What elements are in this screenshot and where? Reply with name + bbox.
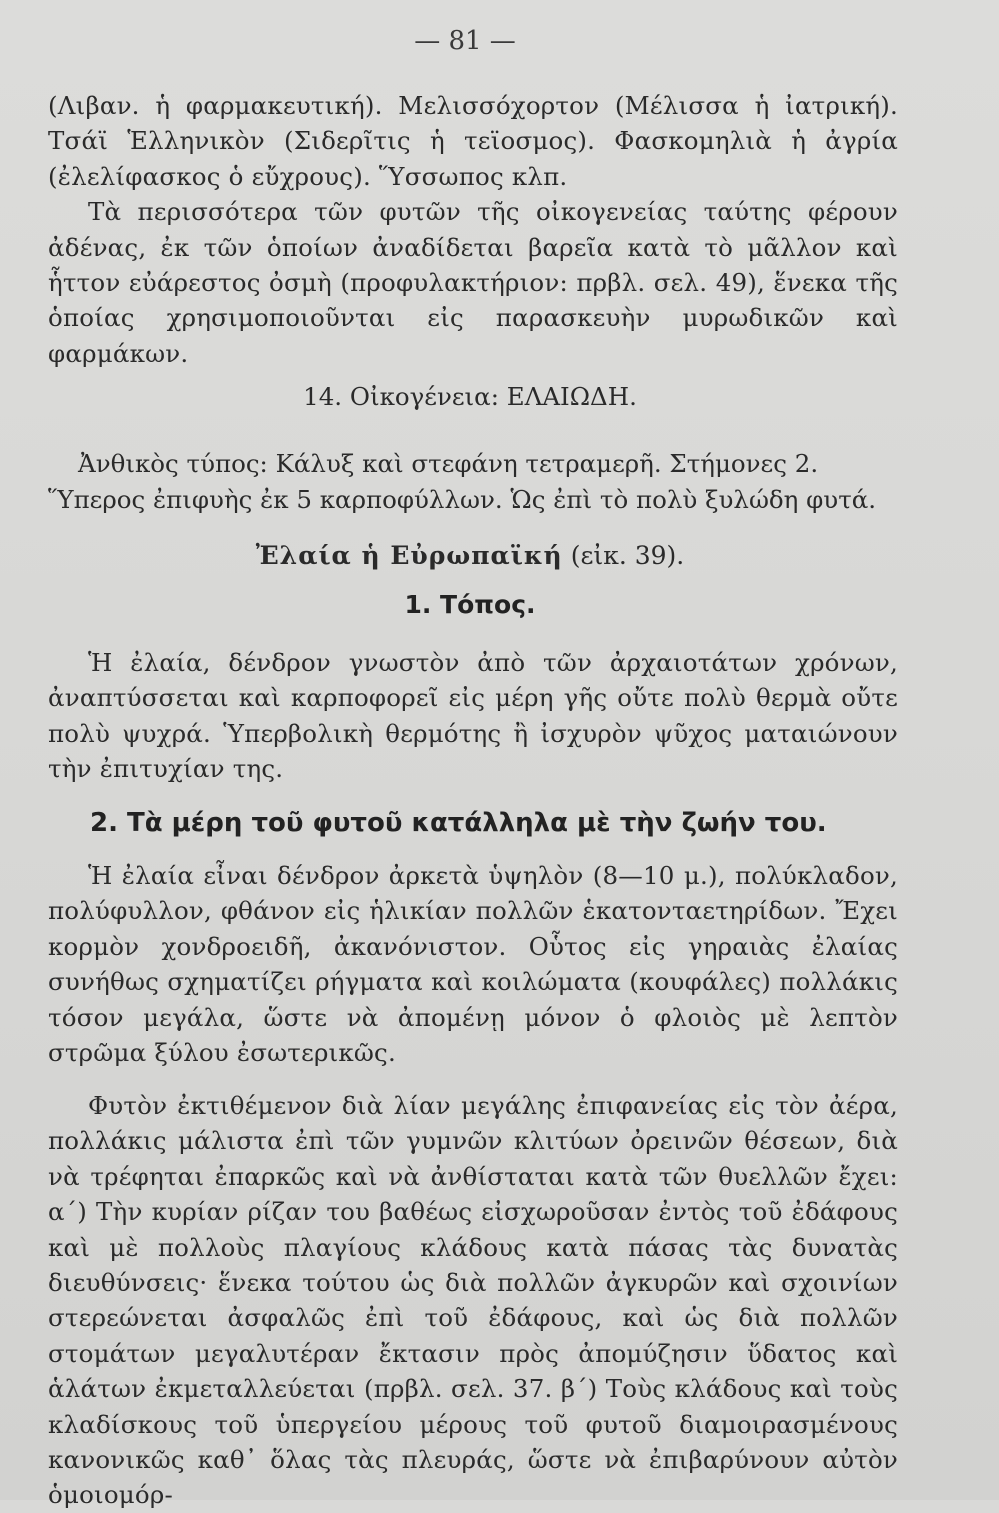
section-2-title: 2. Τὰ μέρη τοῦ φυτοῦ κατάλληλα μὲ τὴν ζωήν του. [90,808,827,838]
family-heading: 14. Οἰκογένεια: ΕΛΑΙΩΔΗ. [303,382,637,411]
flower-features [48,446,898,518]
ovary-line: Ὕπερος ἐπιφυὴς ἐκ 5 καρποφύλλων. Ὡς ἐπὶ τὸ πολὺ ξυλώδη φυτά. [48,485,877,514]
species-name: Ἐλαία ἡ Εὐρωπαϊκή [255,541,563,570]
page-number: — 81 — [414,26,516,56]
intro-text [48,88,898,371]
section-1-title: 1. Τόπος. [404,590,536,619]
intro-paragraph-1: (Λιβαν. ἡ φαρμακευτική). Μελισσόχορτον (Μέλισσα ἡ ἰατρική). Τσάϊ Ἑλληνικὸν (Σιδερῖτις ἡ τεϊοσμος). Φασκομηλιὰ ἡ ἀγρία (ἐλελίφασκος ὁ εὔχρους). Ὕσσωπος κλπ. [48,91,898,191]
figure-reference: (εἰκ. 39). [570,541,685,570]
section-2-paragraph-2: Φυτὸν ἐκτιθέμενον διὰ λίαν μεγάλης ἐπιφανείας εἰς τὸν ἀέρα, πολλάκις μάλιστα ἐπὶ τῶν γυμνῶν κλιτύων ὀρεινῶν θέσεων, διὰ νὰ τρέφηται ἐπαρκῶς καὶ νὰ ἀνθίσταται κατὰ τῶν θυελλῶν ἔχει: α΄) Τὴν κυρίαν ρίζαν του βαθέως εἰσχωροῦσαν ἐντὸς τοῦ ἐδάφους καὶ μὲ πολλοὺς πλαγίους κλάδους κατὰ πάσας τὰς δυνατὰς διευθύνσεις· ἕνεκα τούτου ὡς διὰ πολλῶν ἀγκυρῶν καὶ σχοινίων στερεώνεται ἀσφαλῶς ἐπὶ τοῦ ἐδάφους, καὶ ὡς διὰ πολλῶν στομάτων μεγαλυτέραν ἔκτασιν πρὸς ἀπομύζησιν ὕδατος καὶ ἁλάτων ἐκμεταλλεύεται (πρβλ. σελ. 37. β΄) Τοὺς κλάδους καὶ τοὺς κλαδίσκους τοῦ ὑπεργείου μέρους τοῦ φυτοῦ διαμοιρασμένους κανονικῶς καθ᾽ ὅλας τὰς πλευράς, ὥστε νὰ ἐπιβαρύνουν αὐτὸν ὁμοιομόρ- [48,1091,898,1510]
section-2-paragraph-1: Ἡ ἐλαία εἶναι δένδρον ἀρκετὰ ὑψηλὸν (8—10 μ.), πολύκλαδον, πολύφυλλον, φθάνον εἰς ἡλικίαν πολλῶν ἑκατονταετηρίδων. Ἔχει κορμὸν χονδροειδῆ, ἀκανόνιστον. Οὗτος εἰς γηραιὰς ἐλαίας συνήθως σχηματίζει ρήγματα καὶ κοιλώματα (κουφάλες) πολλάκις τόσον μεγάλα, ὥστε νὰ ἀπομένῃ μόνον ὁ φλοιὸς μὲ λεπτὸν στρῶμα ξύλου ἐσωτερικῶς. [48,861,898,1068]
flower-type-line: Ἀνθικὸς τύπος: Κάλυξ καὶ στεφάνη τετραμερῆ. Στήμονες 2. [78,449,819,478]
section-1-text [48,645,898,787]
species-title [0,541,940,570]
section-2-text-1 [48,858,898,1070]
section-2-text-2 [48,1088,898,1513]
section-1-paragraph: Ἡ ἐλαία, δένδρον γνωστὸν ἀπὸ τῶν ἀρχαιοτάτων χρόνων, ἀναπτύσσεται καὶ καρποφορεῖ εἰς μέρη γῆς οὔτε πολὺ θερμὰ οὔτε πολὺ ψυχρά. Ὑπερβολικὴ θερμότης ἢ ἰσχυρὸν ψῦχος ματαιώνουν τὴν ἐπιτυχίαν της. [48,648,898,784]
intro-paragraph-2: Τὰ περισσότερα τῶν φυτῶν τῆς οἰκογενείας ταύτης φέρουν ἀδένας, ἐκ τῶν ὁποίων ἀναδίδεται βαρεῖα κατὰ τὸ μᾶλλον καὶ ἧττον εὐάρεστος ὀσμὴ (προφυλακτήριον: πρβλ. σελ. 49), ἕνεκα τῆς ὁποίας χρησιμοποιοῦνται εἰς παρασκευὴν μυρωδικῶν καὶ φαρμάκων. [48,197,898,368]
